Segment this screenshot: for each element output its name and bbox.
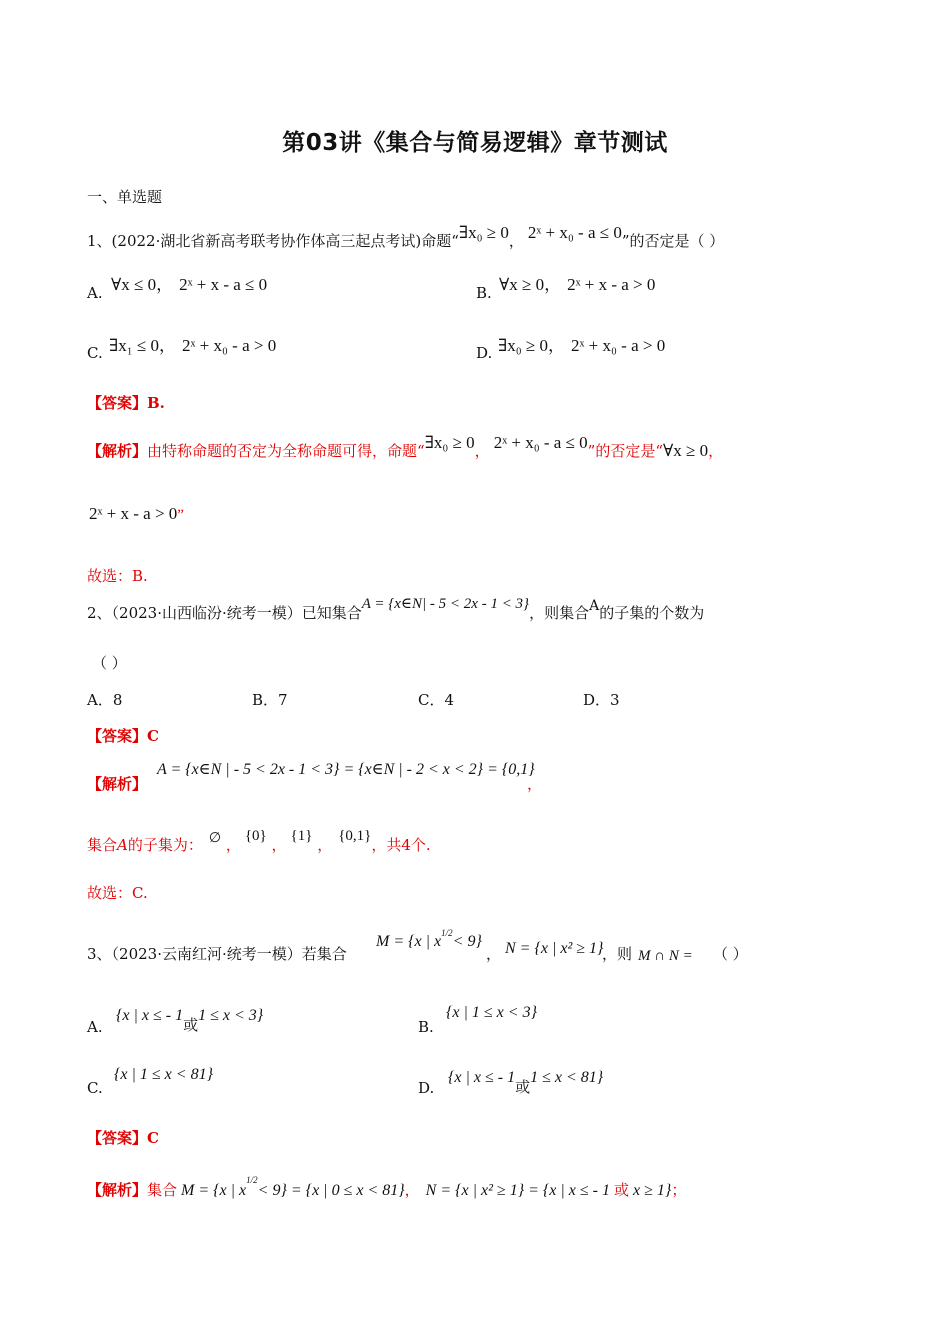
- q1-analysis-expr2: 2ˣ + x₀ - a ≤ 0: [493, 433, 588, 452]
- q2-option-b: B．7: [252, 691, 288, 709]
- q1-analysis-mid: ”的否定是“: [587, 442, 663, 460]
- section-heading: 一、单选题: [87, 188, 163, 206]
- q3-set-m-post: < 9}: [452, 933, 482, 950]
- q3-analysis-m-pre: M = {x | x: [181, 1182, 247, 1199]
- q3-analysis: 【解析】集合 M = {x | $x^{1/2}< 9\} = \{x$ | 0 ≤ x < 81}， N = {x | x² ≥ 1} = {x | x ≤ - 1 或 x ≥ 1}；: [87, 1175, 687, 1199]
- q2-empty-set: ∅: [208, 831, 222, 846]
- q1-stem-post: ”的否定是（ ）: [621, 232, 725, 250]
- q1-analysis-expr3: ∀x ≥ 0: [663, 441, 709, 460]
- q3-analysis-m-exp: 1/2: [246, 1175, 258, 1185]
- q2-subset-01: {0,1}: [338, 828, 372, 844]
- q1-option-d-label: D.: [476, 344, 493, 362]
- q1-option-b-part2: 2ˣ + x - a > 0: [567, 275, 656, 294]
- q2-stem: [87, 596, 705, 623]
- q1-analysis-line2: [89, 504, 184, 524]
- q3-option-a-part2: 1 ≤ x < 3}: [198, 1007, 264, 1024]
- q3-option-c: {x | 1 ≤ x < 81}: [114, 1066, 213, 1083]
- q2-subset-1: {1}: [290, 828, 313, 844]
- q3-analysis-or: 或: [614, 1181, 630, 1199]
- q2-option-c: C．4: [418, 691, 455, 709]
- q3-option-d-part1: {x | x ≤ - 1: [448, 1069, 516, 1086]
- q2-subsets-pre: 集合: [87, 836, 118, 854]
- q2-subsets: 集合A的子集为： ∅ ， {0} ， {1} ， {0,1}，共4个.: [87, 828, 431, 854]
- q2-option-d: D．3: [583, 691, 620, 709]
- q2-option-a: A．8: [87, 691, 123, 709]
- q1-option-c-part1: ∃x₁ ≤ 0: [109, 336, 159, 355]
- q3-analysis-m-post: < 9} = {x | 0 ≤ x < 81}: [257, 1182, 405, 1199]
- q1-conclusion: 故选：B.: [87, 567, 148, 585]
- q1-option-d-part2: 2ˣ + x₀ - a > 0: [570, 336, 666, 355]
- q1-option-c: ∃x₁ ≤ 0， 2ˣ + x₀ - a > 0: [109, 336, 277, 355]
- q1-analysis-expr4: 2ˣ + x - a > 0: [89, 504, 178, 523]
- q3-stem-pre: 3、（2023·云南红河·统考一模）若集合: [87, 945, 347, 963]
- q1-stem: [87, 223, 725, 251]
- q1-analysis-end: ”: [177, 507, 184, 523]
- q1-sep: ，: [508, 232, 524, 250]
- q1-analysis-text: 由特称命题的否定为全称命题可得，命题“: [147, 442, 425, 460]
- q3-option-b: {x | 1 ≤ x < 3}: [446, 1004, 537, 1021]
- q2-stem-mid: ，则集合: [529, 604, 590, 622]
- document-page: 第03讲《集合与简易逻辑》章节测试 一、单选题 1、(2022·湖北省新高考联考协作体高三起点考试)命题“∃x₀ ≥ 0， 2ˣ + x₀ - a ≤ 0”的否定是（ ） A. ∀x ≤ 0， 2ˣ + x - a ≤ 0 B. ∀x ≥ 0， 2ˣ + x - a > 0 C. ∃x₁ ≤ 0， 2ˣ + x₀ - a > 0 D. ∃x₀ ≥ 0， 2ˣ + x₀ - a > 0 【答案】B. 【解析】由特称命题的否定为全称命题可得，命题“∃x₀ ≥ 0， 2ˣ + x₀ - a ≤ 0”的否定是“∀x ≥ 0， 2ˣ + x - a > 0” 故选：B. 2、（2023·山西临汾·统考一模）已知集合A = {x∈N| - 5 < 2x - 1 < 3}，则集合A的子集的个数为 （ ） A．8 B．7 C．4 D．3 【答案】C 【解析】 A = {x∈N | - 5 < 2x - 1 < 3} = {x∈N | - 2 < x < 2} = {0,1} ， 集合A的子集为： ∅ ， {0} ， {1} ， {0,1}，共4个. 故选：C. 3、（2023·云南红河·统考一模）若集合 M = {x | $x^{1/2}< 9$} ， N = {x | x² ≥ 1} ，则 M ∩ N = （ ） A. {x | x ≤ - 1或1 ≤ x < 3} B. {x | 1 ≤ x < 3} C. {x | 1 ≤ x < 81} D. {x | x ≤ - 1或1 ≤ x < 81} 【答案】C 【解析】集合 M = {x | $x^{1/2}< 9\} = \{x$ | 0 ≤ x < 81}， N = {x | x² ≥ 1} = {x | x ≤ - 1 或 x ≥ 1}；: [0, 0, 950, 1344]
- q3-option-b-label: B.: [418, 1018, 434, 1036]
- q2-paren: （ ）: [92, 654, 127, 672]
- page-title: 第03讲《集合与简易逻辑》章节测试: [282, 130, 668, 156]
- q3-set-n: N = {x | x² ≥ 1}: [505, 940, 604, 957]
- q1-analysis-expr1: ∃x₀ ≥ 0: [424, 433, 475, 452]
- q2-stem-post: 的子集的个数为: [599, 604, 705, 622]
- q3-analysis-end: x ≥ 1}: [633, 1182, 672, 1199]
- q3-option-a-label: A.: [87, 1018, 103, 1036]
- q3-option-d-label: D.: [418, 1079, 435, 1097]
- q2-analysis-expr: A = {x∈N | - 5 < 2x - 1 < 3} = {x∈N | - 2 < x < 2} = {0,1}: [157, 761, 535, 778]
- q1-answer: 【答案】B.: [87, 394, 165, 412]
- q2-subset-0: {0}: [244, 828, 267, 844]
- q1-analysis-label: 【解析】: [87, 442, 148, 460]
- q1-expr1: ∃x₀ ≥ 0: [458, 223, 509, 242]
- q1-option-d: ∃x₀ ≥ 0， 2ˣ + x₀ - a > 0: [498, 336, 666, 355]
- q3-answer: 【答案】C: [87, 1129, 159, 1147]
- q1-analysis: 【解析】由特称命题的否定为全称命题可得，命题“∃x₀ ≥ 0， 2ˣ + x₀ - a ≤ 0”的否定是“∀x ≥ 0，: [87, 433, 724, 460]
- q2-letter-a: A: [589, 598, 600, 614]
- q3-analysis-n: N = {x | x² ≥ 1} = {x | x ≤ - 1: [425, 1182, 611, 1199]
- q3-analysis-m: [181, 1175, 405, 1199]
- q1-option-a-label: A.: [87, 284, 103, 302]
- q2-subsets-a: A: [117, 836, 128, 854]
- q3-analysis-pre: 集合: [147, 1181, 178, 1199]
- q2-subsets-mid: 的子集为：: [127, 836, 203, 854]
- q3-option-d-part2: 1 ≤ x < 81}: [530, 1069, 604, 1086]
- q1-option-a-part2: 2ˣ + x - a ≤ 0: [179, 275, 268, 294]
- q1-option-b-label: B.: [476, 284, 492, 302]
- q2-stem-pre: 2、（2023·山西临汾·统考一模）已知集合: [87, 604, 362, 622]
- q3-set-m-pre: M = {x | x: [376, 933, 442, 950]
- q3-option-a: [116, 1004, 264, 1034]
- q1-stem-pre: 1、(2022·湖北省新高考联考协作体高三起点考试)命题“: [87, 232, 459, 250]
- q2-answer: 【答案】C: [87, 727, 159, 745]
- q1-option-a: ∀x ≤ 0， 2ˣ + x - a ≤ 0: [111, 275, 268, 294]
- q2-analysis-label: 【解析】: [87, 775, 148, 793]
- q3-paren: （ ）: [713, 945, 748, 963]
- q3-option-d: [448, 1066, 604, 1096]
- q1-option-d-part1: ∃x₀ ≥ 0: [498, 336, 548, 355]
- q3-option-d-or: 或: [515, 1080, 531, 1096]
- q2-set-a: A = {x∈N| - 5 < 2x - 1 < 3}: [361, 596, 530, 612]
- q3-analysis-label: 【解析】: [87, 1181, 148, 1199]
- q1-option-b: ∀x ≥ 0， 2ˣ + x - a > 0: [499, 275, 656, 294]
- q3-option-c-label: C.: [87, 1079, 103, 1097]
- q3-option-a-part1: {x | x ≤ - 1: [116, 1007, 184, 1024]
- q3-set-m: [376, 928, 482, 951]
- q3-analysis-semi: ；: [671, 1181, 687, 1199]
- q2-conclusion: 故选：C.: [87, 884, 148, 902]
- q1-expr2: 2ˣ + x₀ - a ≤ 0: [527, 223, 622, 242]
- q1-option-a-part1: ∀x ≤ 0: [111, 275, 157, 294]
- q2-subsets-post: ，共4个.: [371, 836, 431, 854]
- q1-option-c-part2: 2ˣ + x₀ - a > 0: [181, 336, 277, 355]
- q3-stem-mid: ，则: [602, 945, 633, 963]
- q1-option-b-part1: ∀x ≥ 0: [499, 275, 545, 294]
- q2-analysis-comma: ，: [527, 775, 543, 793]
- q3-option-a-or: 或: [183, 1018, 199, 1034]
- q1-option-c-label: C.: [87, 344, 103, 362]
- q3-set-m-exp: 1/2: [441, 928, 453, 938]
- q3-intersection: M ∩ N =: [638, 948, 693, 964]
